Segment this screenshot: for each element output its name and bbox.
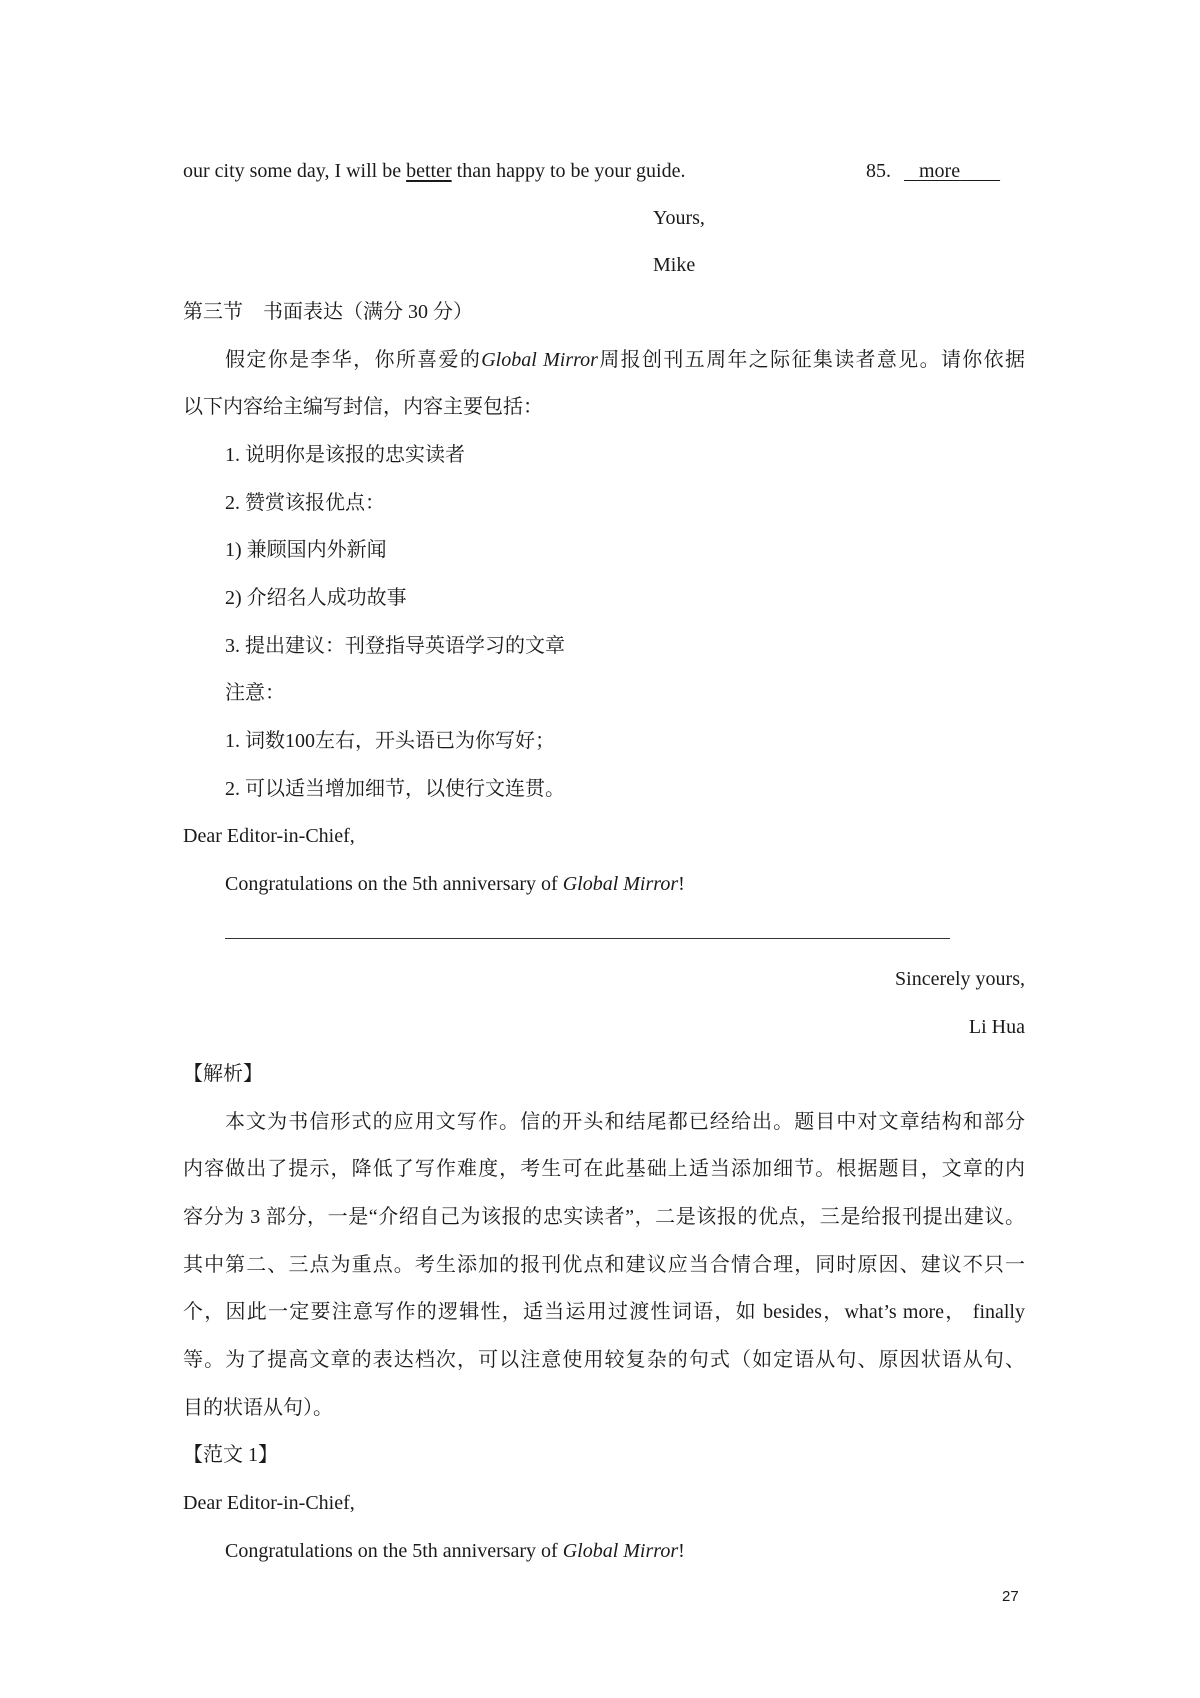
analysis-line: 容分为 3 部分，一是“介绍自己为该报的忠实读者”，二是该报的优点，三是给报刊提出建议。 [183,1206,1025,1228]
analysis-label: 【解析】 [183,1063,263,1085]
question-number: 85. [866,160,891,182]
prompt-item: 2) 介绍名人成功故事 [225,587,407,609]
sample-congrats: Congratulations on the 5th anniversary of Global Mirror! [225,1540,685,1562]
prompt-line-2: 以下内容给主编写封信，内容主要包括： [183,396,543,418]
letter-salutation: Dear Editor-in-Chief, [183,825,355,847]
note-label: 注意： [225,682,285,704]
answer-blank: more [919,160,961,182]
prompt-item: 2. 赞赏该报优点： [225,492,385,514]
analysis-line: 目的状语从句）。 [183,1397,333,1419]
note-item: 2. 可以适当增加细节，以使行文连贯。 [225,778,565,800]
analysis-line: 等。为了提高文章的表达档次，可以注意使用较复杂的句式（如定语从句、原因状语从句、 [183,1349,1025,1371]
letter-closing: Sincerely yours, [895,968,1025,990]
letter-closing: Yours, [653,207,705,229]
letter-signature: Mike [653,254,696,276]
underlined-word: better [406,160,452,182]
writing-line [225,938,950,939]
prompt-line-1: 假定你是李华，你所喜爱的Global Mirror周报创刊五周年之际征集读者意见。请你依据 [225,349,1026,371]
page-number: 27 [1002,1588,1019,1605]
prompt-item: 1. 说明你是该报的忠实读者 [225,444,465,466]
continuation-line: our city some day, I will be better than happy to be your guide. [183,160,686,182]
letter-signature: Li Hua [968,1016,1025,1038]
analysis-line: 个，因此一定要注意写作的逻辑性，适当运用过渡性词语，如 besides，what’s more， finally [183,1301,1025,1323]
analysis-line: 其中第二、三点为重点。考生添加的报刊优点和建议应当合情合理，同时原因、建议不只一 [183,1254,1025,1276]
letter-congrats: Congratulations on the 5th anniversary of Global Mirror! [225,873,685,895]
prompt-item: 3. 提出建议：刊登指导英语学习的文章 [225,635,565,657]
analysis-line: 本文为书信形式的应用文写作。信的开头和结尾都已经给出。题目中对文章结构和部分 [225,1111,1025,1133]
sample-salutation: Dear Editor-in-Chief, [183,1492,355,1514]
prompt-item: 1) 兼顾国内外新闻 [225,539,387,561]
section-heading: 第三节 书面表达（满分 30 分） [183,301,473,323]
analysis-line: 内容做出了提示，降低了写作难度，考生可在此基础上适当添加细节。根据题目，文章的内 [183,1158,1025,1180]
sample-label: 【范文 1】 [183,1444,278,1466]
note-item: 1. 词数100左右，开头语已为你写好； [225,730,555,752]
